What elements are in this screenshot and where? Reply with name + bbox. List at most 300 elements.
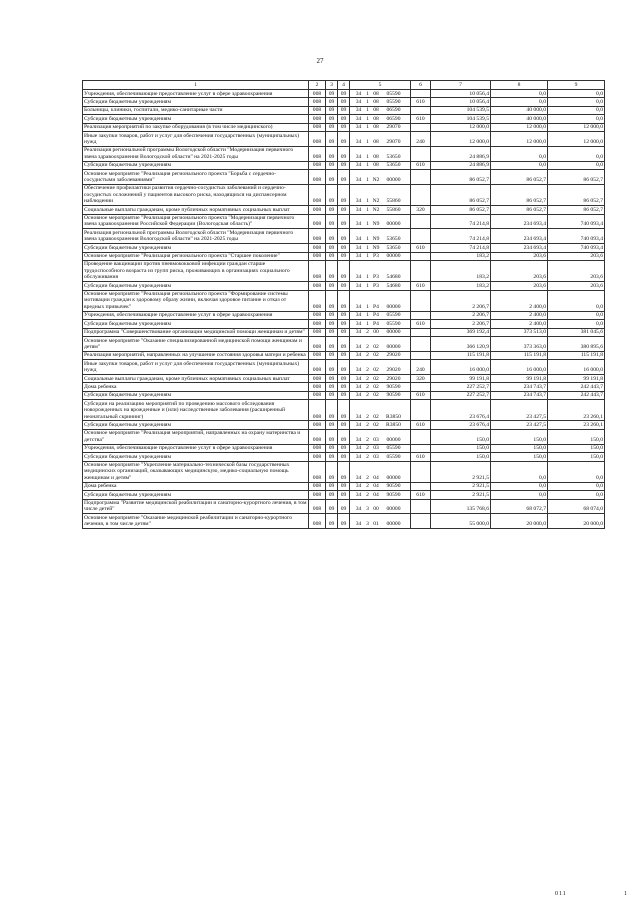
row-target-code — [350, 461, 411, 482]
row-event: 08 — [373, 107, 379, 114]
row-event: 02 — [373, 413, 379, 420]
row-amount-2021: 23 676,4 — [431, 421, 491, 429]
row-code: 05590 — [386, 90, 401, 97]
row-subprogram: 1 — [366, 138, 369, 145]
row-amount-2022: 234 693,4 — [491, 244, 548, 252]
row-name: Основное мероприятие "Оказание специализированной медицинской помощи женщинам и детям" — [83, 337, 309, 352]
row-subprogram: 1 — [366, 198, 369, 205]
row-target-code — [350, 206, 411, 214]
row-name: Иные закупки товаров, работ и услуг для обеспечения государственных (муниципальных) нужд — [83, 360, 309, 375]
table-row — [83, 391, 605, 399]
row-event: 02 — [373, 367, 379, 374]
row-section: 09 — [326, 206, 338, 214]
row-event: 04 — [373, 483, 379, 490]
row-amount-2023: 0,0 — [548, 461, 605, 482]
row-target-code — [350, 132, 411, 147]
table-row — [83, 290, 605, 311]
row-subsection: 09 — [338, 360, 350, 375]
row-name: Социальные выплаты гражданам, кроме публичных нормативных социальных выплат — [83, 206, 309, 214]
row-program: 34 — [355, 124, 362, 131]
row-program: 34 — [355, 329, 362, 336]
row-target-code — [350, 170, 411, 185]
table-row — [83, 161, 605, 169]
row-amount-2021: 2 921,5 — [431, 491, 491, 499]
table-row — [83, 461, 605, 482]
row-subprogram: 3 — [366, 521, 369, 528]
row-section: 09 — [326, 499, 338, 514]
row-target-code — [350, 311, 411, 319]
row-ministry: 008 — [309, 391, 326, 399]
row-name: Субсидии бюджетным учреждениям — [83, 98, 309, 106]
row-subsection: 09 — [338, 98, 350, 106]
header-row — [83, 81, 605, 90]
row-expense-type — [411, 290, 431, 311]
row-event: N9 — [372, 244, 380, 251]
row-section: 09 — [326, 491, 338, 499]
row-subsection: 09 — [338, 383, 350, 391]
row-amount-2022: 0,0 — [491, 491, 548, 499]
row-code: 53650 — [386, 162, 401, 169]
col-header-6: 6 — [411, 81, 431, 90]
row-program: 34 — [355, 90, 362, 97]
row-amount-2021: 86 052,7 — [431, 170, 491, 185]
row-target-code — [350, 106, 411, 114]
row-amount-2021: 150,0 — [431, 453, 491, 461]
row-expense-type: 610 — [411, 421, 431, 429]
row-amount-2022: 150,0 — [491, 453, 548, 461]
row-event: 02 — [373, 352, 379, 359]
row-expense-type: 610 — [411, 491, 431, 499]
row-event: N2 — [372, 206, 380, 213]
row-amount-2022: 150,0 — [491, 429, 548, 444]
row-name: Подпрограмма "Совершенствование организации медицинской помощи женщинам и детям" — [83, 328, 309, 336]
row-subsection: 09 — [338, 290, 350, 311]
col-header-3: 3 — [326, 81, 338, 90]
row-amount-2021: 227 252,7 — [431, 391, 491, 399]
row-target-code — [350, 260, 411, 281]
row-amount-2023: 86 052,7 — [548, 170, 605, 185]
row-amount-2023: 740 093,4 — [548, 214, 605, 229]
row-target-code — [350, 400, 411, 421]
row-code: 90590 — [386, 491, 401, 498]
row-target-code — [350, 337, 411, 352]
row-event: 01 — [373, 521, 379, 528]
table-row — [83, 514, 605, 529]
row-expense-type — [411, 328, 431, 336]
row-amount-2023: 23 260,1 — [548, 421, 605, 429]
row-program: 34 — [355, 98, 362, 105]
row-amount-2021: 366 120,9 — [431, 337, 491, 352]
row-event: 08 — [373, 115, 379, 122]
row-subsection: 09 — [338, 400, 350, 421]
row-subsection: 09 — [338, 184, 350, 205]
row-subsection: 09 — [338, 499, 350, 514]
row-program: 34 — [355, 253, 362, 260]
row-amount-2021: 10 056,4 — [431, 90, 491, 98]
row-amount-2023: 0,0 — [548, 290, 605, 311]
row-amount-2023: 0,0 — [548, 491, 605, 499]
row-ministry: 008 — [309, 461, 326, 482]
row-program: 34 — [355, 282, 362, 289]
row-name: Реализация мероприятий, направленных на улучшение состояния здоровья матери и ребенка — [83, 351, 309, 359]
row-section: 09 — [326, 391, 338, 399]
row-code: 29070 — [386, 124, 401, 131]
row-subprogram: 1 — [366, 274, 369, 281]
row-amount-2022: 86 052,7 — [491, 170, 548, 185]
row-subprogram: 1 — [366, 320, 369, 327]
table-row — [83, 184, 605, 205]
row-ministry: 008 — [309, 421, 326, 429]
row-program: 34 — [355, 413, 362, 420]
row-amount-2021: 150,0 — [431, 444, 491, 452]
row-event: 03 — [373, 453, 379, 460]
row-subprogram: 1 — [366, 115, 369, 122]
row-code: 29020 — [386, 375, 401, 382]
row-code: 05590 — [386, 453, 401, 460]
row-ministry: 008 — [309, 482, 326, 490]
row-amount-2022: 12 000,0 — [491, 123, 548, 131]
row-ministry: 008 — [309, 383, 326, 391]
row-name: Основное мероприятие "Реализация регионального проекта "Формирование системы мотивации граждан к здоровому образу жизни, включая здоровое питание и отказ от вредных привычек" — [83, 290, 309, 311]
row-target-code — [350, 453, 411, 461]
row-expense-type: 240 — [411, 360, 431, 375]
row-program: 34 — [355, 115, 362, 122]
col-header-1: 1 — [83, 81, 309, 90]
row-amount-2022: 0,0 — [491, 146, 548, 161]
row-event: 02 — [373, 375, 379, 382]
row-program: 34 — [355, 244, 362, 251]
row-amount-2021: 2 921,5 — [431, 482, 491, 490]
row-target-code — [350, 444, 411, 452]
row-name: Реализация региональной программы Вологодской области "Модернизация первичного звена здравоохранения Вологодской области" на 2021-2025 годы — [83, 229, 309, 244]
row-amount-2021: 2 206,7 — [431, 290, 491, 311]
row-amount-2022: 373 363,0 — [491, 337, 548, 352]
row-amount-2021: 86 052,7 — [431, 184, 491, 205]
row-amount-2023: 99 191,8 — [548, 375, 605, 383]
row-subsection: 09 — [338, 260, 350, 281]
table-row — [83, 444, 605, 452]
table-row — [83, 328, 605, 336]
row-ministry: 008 — [309, 453, 326, 461]
row-program: 34 — [355, 221, 362, 228]
row-program: 34 — [355, 392, 362, 399]
row-amount-2021: 99 191,8 — [431, 375, 491, 383]
row-ministry: 008 — [309, 90, 326, 98]
row-code: 00000 — [386, 474, 401, 481]
row-target-code — [350, 482, 411, 490]
row-program: 34 — [355, 352, 362, 359]
row-target-code — [350, 252, 411, 260]
row-expense-type — [411, 461, 431, 482]
row-amount-2023: 381 045,6 — [548, 328, 605, 336]
row-expense-type — [411, 482, 431, 490]
row-amount-2022: 373 513,0 — [491, 328, 548, 336]
row-amount-2022: 2 400,0 — [491, 290, 548, 311]
row-program: 34 — [355, 483, 362, 490]
row-section: 09 — [326, 375, 338, 383]
row-ministry: 008 — [309, 260, 326, 281]
table-row — [83, 337, 605, 352]
table-row — [83, 98, 605, 106]
row-code: 54680 — [386, 274, 401, 281]
row-amount-2023: 23 260,1 — [548, 400, 605, 421]
row-subsection: 09 — [338, 214, 350, 229]
table-row — [83, 106, 605, 114]
row-amount-2022: 234 743,7 — [491, 383, 548, 391]
row-name: Социальные выплаты гражданам, кроме публичных нормативных социальных выплат — [83, 375, 309, 383]
row-expense-type: 610 — [411, 244, 431, 252]
row-subsection: 09 — [338, 328, 350, 336]
row-code: 53650 — [386, 236, 401, 243]
row-name: Учреждения, обеспечивающие предоставление услуг в сфере здравоохранения — [83, 311, 309, 319]
row-expense-type — [411, 260, 431, 281]
row-target-code — [350, 123, 411, 131]
row-code: 90590 — [386, 483, 401, 490]
row-subprogram: 1 — [366, 176, 369, 183]
row-code: 05590 — [386, 320, 401, 327]
row-name: Подпрограмма "Развитие медицинской реабилитации и санаторно-курортного лечения, в том числе детей" — [84, 500, 307, 513]
row-code: 00000 — [386, 253, 401, 260]
row-name: Обеспечение профилактики развития сердечно-сосудистых заболеваний и сердечно-сосудистых осложнений у пациентов высокого риска, находящихся на диспансерном наблюдении — [83, 184, 309, 205]
row-name: Субсидии бюджетным учреждениям — [83, 391, 309, 399]
row-amount-2022: 23 427,5 — [491, 421, 548, 429]
row-target-code — [350, 360, 411, 375]
row-program: 34 — [355, 162, 362, 169]
row-section: 09 — [326, 328, 338, 336]
row-subprogram: 2 — [366, 445, 369, 452]
row-event: 02 — [373, 343, 379, 350]
row-expense-type: 610 — [411, 98, 431, 106]
row-amount-2022: 86 052,7 — [491, 184, 548, 205]
row-subprogram: 2 — [366, 453, 369, 460]
budget-table — [82, 80, 605, 529]
row-target-code — [350, 351, 411, 359]
row-event: N9 — [372, 221, 380, 228]
row-amount-2022: 16 000,0 — [491, 360, 548, 375]
row-expense-type — [411, 123, 431, 131]
row-program: 34 — [355, 107, 362, 114]
row-event: P4 — [373, 312, 379, 319]
row-name: Реализация мероприятий по закупке оборудования (в том числе медицинского) — [83, 123, 309, 131]
row-subprogram: 1 — [366, 162, 369, 169]
row-program: 34 — [355, 506, 362, 513]
row-amount-2023: 0,0 — [548, 320, 605, 328]
row-ministry: 008 — [309, 146, 326, 161]
row-code: 55860 — [386, 198, 401, 205]
row-subprogram: 2 — [366, 352, 369, 359]
row-amount-2023: 150,0 — [548, 453, 605, 461]
row-amount-2023: 0,0 — [548, 311, 605, 319]
row-subsection: 09 — [338, 161, 350, 169]
row-subprogram: 2 — [366, 375, 369, 382]
row-ministry: 008 — [309, 132, 326, 147]
row-amount-2022: 115 191,8 — [491, 351, 548, 359]
row-amount-2023: 203,6 — [548, 282, 605, 290]
row-amount-2022: 12 000,0 — [491, 132, 548, 147]
row-subprogram: 2 — [366, 329, 369, 336]
row-program: 34 — [355, 198, 362, 205]
row-amount-2022: 0,0 — [491, 98, 548, 106]
row-name: Субсидии бюджетным учреждениям — [83, 320, 309, 328]
row-event: 00 — [373, 329, 379, 336]
row-amount-2023: 12 000,0 — [548, 123, 605, 131]
col-header-4: 4 — [338, 81, 350, 90]
row-ministry: 008 — [309, 320, 326, 328]
row-name: Учреждения, обеспечивающие предоставление услуг в сфере здравоохранения — [83, 444, 309, 452]
row-ministry: 008 — [309, 514, 326, 529]
row-subprogram: 2 — [366, 421, 369, 428]
row-subprogram: 1 — [366, 221, 369, 228]
row-expense-type — [411, 252, 431, 260]
table-row — [83, 421, 605, 429]
row-expense-type: 320 — [411, 375, 431, 383]
row-target-code — [350, 244, 411, 252]
table-row — [83, 260, 605, 281]
row-subsection: 09 — [338, 252, 350, 260]
row-amount-2022: 203,6 — [491, 282, 548, 290]
row-code: 00000 — [386, 436, 401, 443]
row-section: 09 — [326, 351, 338, 359]
row-section: 09 — [326, 252, 338, 260]
footer-mark-right: 1 — [624, 891, 627, 897]
row-amount-2023: 0,0 — [548, 482, 605, 490]
row-subprogram: 3 — [366, 506, 369, 513]
table-row — [83, 206, 605, 214]
row-program: 34 — [355, 474, 362, 481]
row-program: 34 — [355, 343, 362, 350]
row-expense-type — [411, 351, 431, 359]
row-expense-type — [411, 311, 431, 319]
row-section: 09 — [326, 429, 338, 444]
row-ministry: 008 — [309, 400, 326, 421]
row-name: Субсидии бюджетным учреждениям — [83, 115, 309, 123]
row-section: 09 — [326, 146, 338, 161]
row-program: 34 — [355, 436, 362, 443]
row-amount-2021: 115 191,8 — [431, 351, 491, 359]
row-amount-2022: 2 400,0 — [491, 311, 548, 319]
row-event: 04 — [373, 474, 379, 481]
row-ministry: 008 — [309, 311, 326, 319]
row-ministry: 008 — [309, 351, 326, 359]
row-event: 04 — [373, 491, 379, 498]
table-row — [83, 229, 605, 244]
row-amount-2021: 74 214,8 — [431, 244, 491, 252]
row-event: 08 — [373, 153, 379, 160]
table-row — [83, 375, 605, 383]
row-subsection: 09 — [338, 444, 350, 452]
row-section: 09 — [326, 337, 338, 352]
row-amount-2021: 104 539,5 — [431, 106, 491, 114]
row-amount-2021: 55 000,0 — [431, 514, 491, 529]
row-amount-2023: 0,0 — [548, 146, 605, 161]
row-amount-2021: 23 676,4 — [431, 400, 491, 421]
row-subsection: 09 — [338, 282, 350, 290]
table-row — [83, 320, 605, 328]
row-name: Субсидии бюджетным учреждениям — [83, 453, 309, 461]
row-name: Реализация региональной программы Вологодской области "Модернизация первичного звена здравоохранения Вологодской области" на 2021-2025 годы — [83, 146, 309, 161]
row-name: Основное мероприятие "Реализация регионального проекта "Модернизация первичного звена здравоохранения Российской Федерации (Вологодская область)" — [83, 214, 309, 229]
row-event: 08 — [373, 124, 379, 131]
row-expense-type — [411, 383, 431, 391]
row-amount-2021: 74 214,8 — [431, 229, 491, 244]
row-ministry: 008 — [309, 184, 326, 205]
row-subsection: 09 — [338, 90, 350, 98]
row-amount-2022: 23 427,5 — [491, 400, 548, 421]
row-subsection: 09 — [338, 453, 350, 461]
row-code: 54680 — [386, 282, 401, 289]
row-section: 09 — [326, 282, 338, 290]
row-code: 00000 — [386, 221, 401, 228]
row-ministry: 008 — [309, 206, 326, 214]
row-amount-2023: 0,0 — [548, 98, 605, 106]
row-ministry: 008 — [309, 337, 326, 352]
row-section: 09 — [326, 132, 338, 147]
row-subsection: 09 — [338, 491, 350, 499]
row-program: 34 — [355, 491, 362, 498]
row-ministry: 008 — [309, 98, 326, 106]
row-amount-2023: 20 000,0 — [548, 514, 605, 529]
row-code: 00000 — [386, 329, 401, 336]
row-section: 09 — [326, 115, 338, 123]
table-row — [83, 146, 605, 161]
row-ministry: 008 — [309, 429, 326, 444]
row-section: 09 — [326, 360, 338, 375]
row-subsection: 09 — [338, 146, 350, 161]
row-event: 08 — [373, 90, 379, 97]
row-event: N2 — [372, 198, 380, 205]
row-amount-2021: 10 056,4 — [431, 98, 491, 106]
row-subsection: 09 — [338, 351, 350, 359]
row-subsection: 09 — [338, 461, 350, 482]
row-subprogram: 1 — [366, 107, 369, 114]
row-amount-2021: 16 000,0 — [431, 360, 491, 375]
row-section: 09 — [326, 290, 338, 311]
row-name: Субсидии на реализацию мероприятий по проведению массового обследования новорожденных на врожденные и (или) наследственные заболевания (расширенный неонатальный скрининг) — [83, 400, 309, 421]
row-name: Больницы, клиники, госпитали, медико-санитарные части — [83, 106, 309, 114]
row-expense-type: 610 — [411, 282, 431, 290]
row-expense-type: 610 — [411, 115, 431, 123]
row-code: 05590 — [386, 312, 401, 319]
row-amount-2021: 183,2 — [431, 252, 491, 260]
row-code: 53650 — [386, 244, 401, 251]
table-row — [83, 360, 605, 375]
row-subprogram: 1 — [366, 206, 369, 213]
row-subsection: 09 — [338, 132, 350, 147]
row-ministry: 008 — [309, 499, 326, 514]
row-amount-2021: 74 214,8 — [431, 214, 491, 229]
row-code: 00000 — [386, 176, 401, 183]
row-amount-2021: 12 000,0 — [431, 132, 491, 147]
row-amount-2022: 20 000,0 — [491, 514, 548, 529]
row-program: 34 — [355, 445, 362, 452]
row-amount-2022: 0,0 — [491, 161, 548, 169]
row-amount-2023: 380 895,6 — [548, 337, 605, 352]
row-section: 09 — [326, 98, 338, 106]
row-code: 29020 — [386, 367, 401, 374]
row-amount-2023: 0,0 — [548, 90, 605, 98]
row-section: 09 — [326, 229, 338, 244]
row-subprogram: 2 — [366, 483, 369, 490]
row-event: 02 — [373, 421, 379, 428]
row-name: Основное мероприятие "Укрепление материально-технической базы государственных медицинских организаций, оказывающих медицинскую, медико-социальную помощь женщинам и детям" — [83, 461, 309, 482]
row-subprogram: 2 — [366, 436, 369, 443]
row-amount-2023: 150,0 — [548, 429, 605, 444]
row-target-code — [350, 391, 411, 399]
row-amount-2023: 68 074,0 — [548, 499, 605, 514]
row-program: 34 — [355, 206, 362, 213]
row-amount-2022: 203,6 — [491, 252, 548, 260]
row-target-code — [350, 514, 411, 529]
